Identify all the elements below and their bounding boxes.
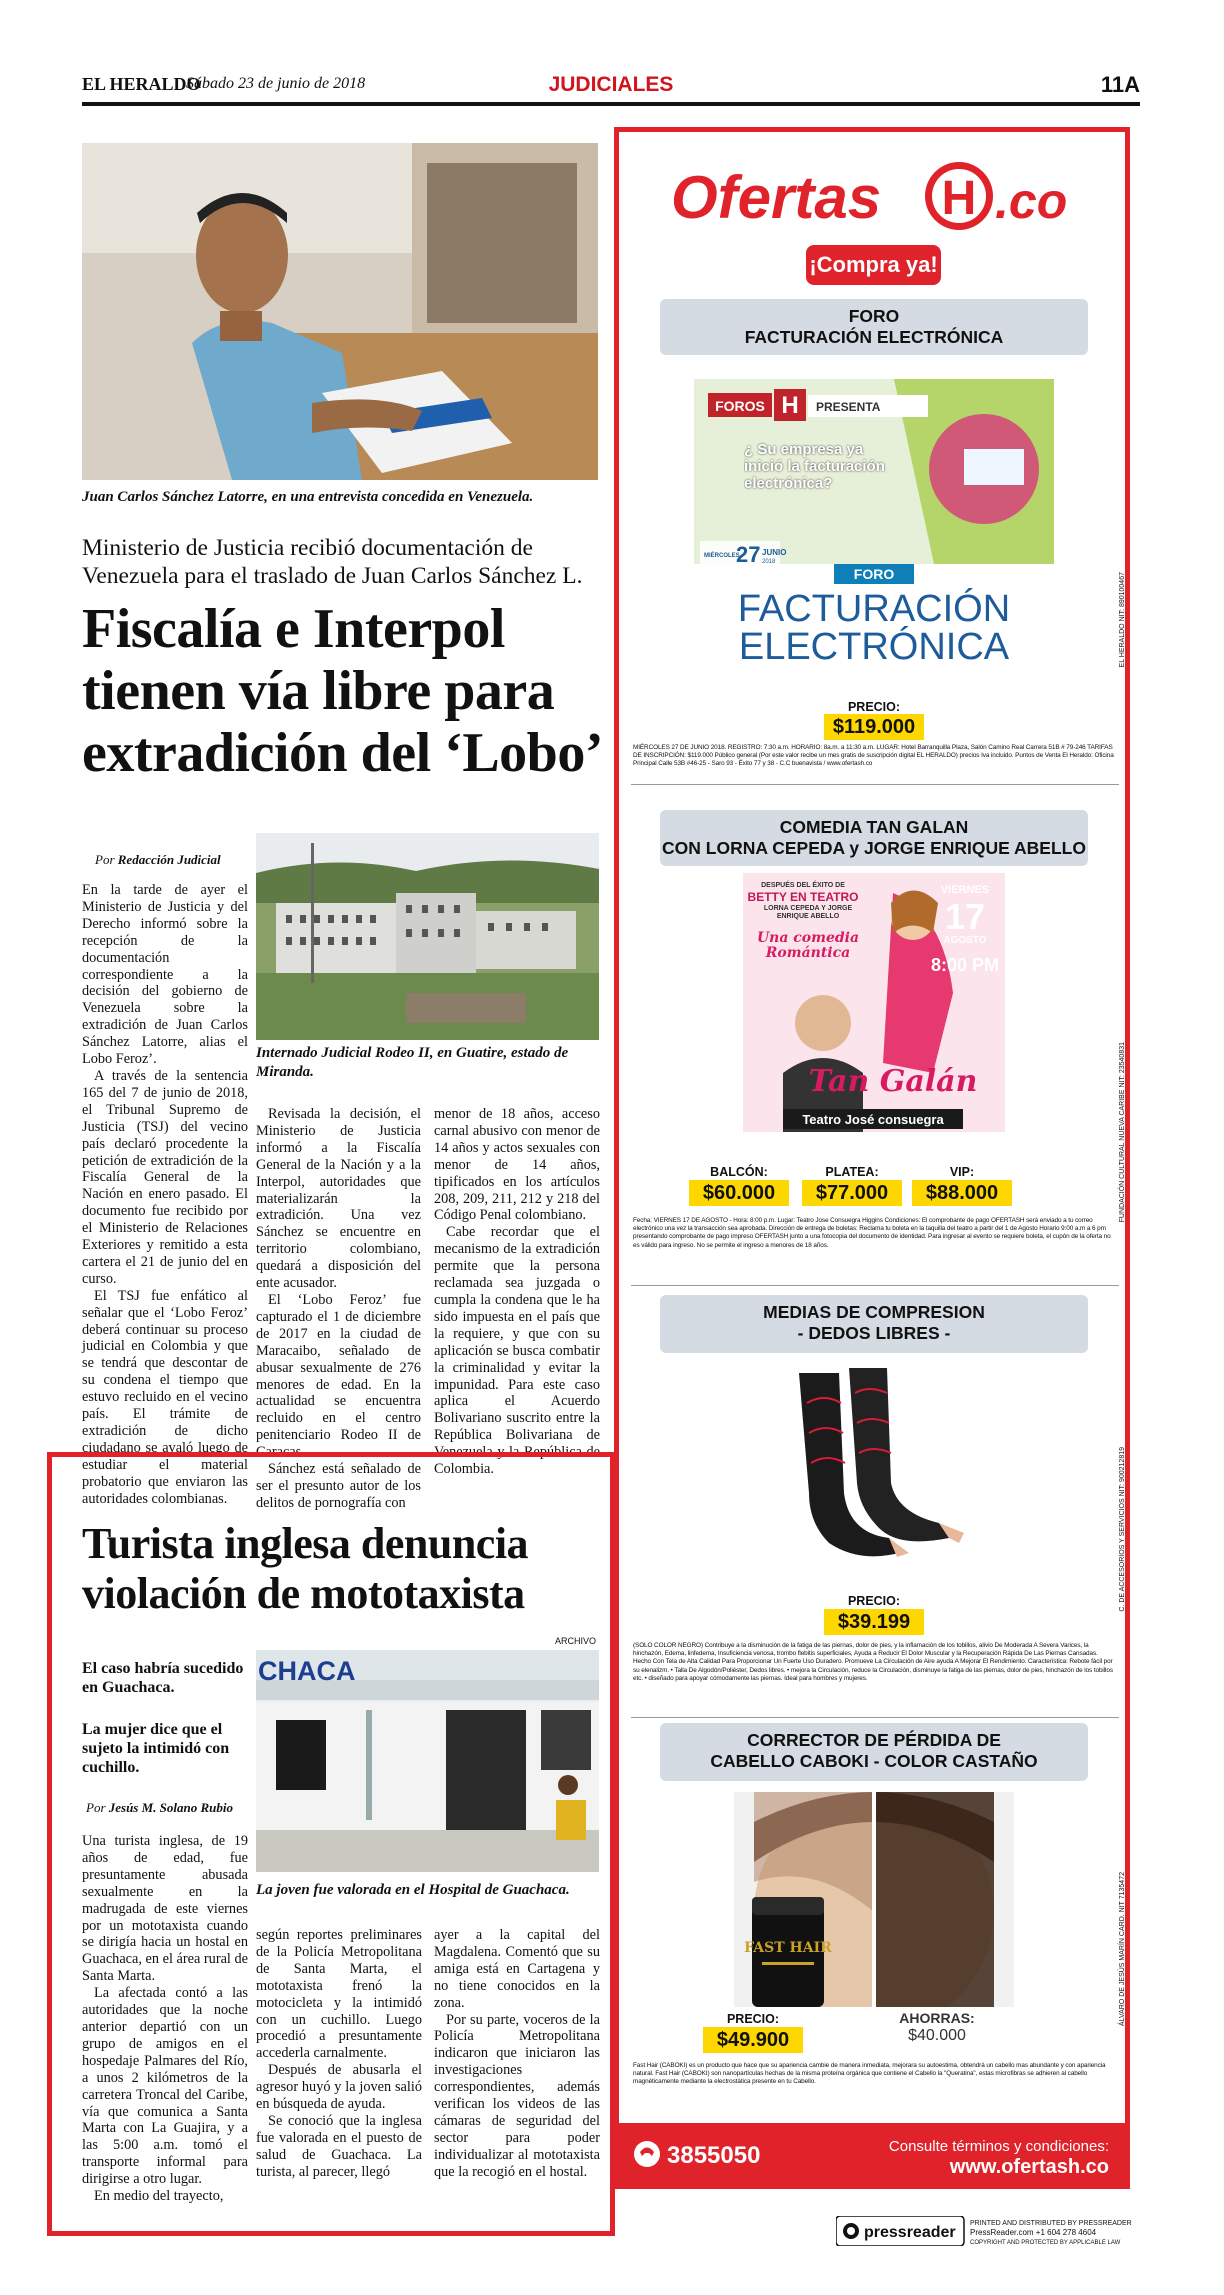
- offer-hair-title: CORRECTOR DE PÉRDIDA DE CABELLO CABOKI - COLOR CASTAÑO: [660, 1723, 1088, 1781]
- buy-now-badge: ¡Compra ya!: [806, 245, 941, 285]
- svg-text:.co: .co: [995, 173, 1068, 229]
- svg-text:pressreader: pressreader: [864, 2224, 956, 2241]
- photo-credit: ARCHIVO: [555, 1636, 597, 1646]
- svg-text:17: 17: [944, 896, 986, 937]
- socks-price-label: PRECIO:: [847, 1594, 901, 1608]
- compression-socks-photo: [769, 1363, 969, 1573]
- svg-text:FAST HAIR: FAST HAIR: [744, 1940, 832, 1956]
- hair-price: $49.900: [703, 2027, 803, 2053]
- paragraph: según reportes preliminares de la Policía Metropolitana de Santa Marta, el mototaxista frenó la motocicleta y la intimidó con un cuchillo. Luego procedió a presuntamente accederla carnalmente.: [256, 1927, 422, 2062]
- ad-footer: [619, 2123, 1125, 2184]
- story2-author: Jesús M. Solano Rubio: [108, 1800, 234, 1815]
- svg-text:DESPUÉS DEL ÉXITO DE: DESPUÉS DEL ÉXITO DE: [761, 882, 845, 889]
- offer-forum-title: FORO FACTURACIÓN ELECTRÓNICA: [660, 299, 1088, 355]
- divider: [631, 1717, 1119, 1718]
- hair-product-photo: [734, 1792, 1014, 2007]
- issue-date: Sábado 23 de junio de 2018: [186, 75, 366, 92]
- section-name: JUDICIALES: [548, 73, 674, 96]
- clinic-photo: [256, 1650, 599, 1872]
- story2-column-3: [434, 1927, 600, 2181]
- ad-terms: Consulte términos y condiciones:: [888, 2138, 1109, 2155]
- phone-icon: [634, 2141, 660, 2167]
- socks-advertiser-id: C. DE ACCESORIOS Y SERVICIOS NIT: 900212819: [1119, 1447, 1126, 1612]
- paragraph: ayer a la capital del Magdalena. Comentó que su amiga está en Cartagena y no tiene conocidos en la zona.: [434, 1927, 600, 2011]
- svg-text:Teatro José consuegra: Teatro José consuegra: [802, 1112, 944, 1127]
- svg-text:Ofertas: Ofertas: [671, 164, 882, 231]
- forum-question: ¿ Su empresa ya inició la facturación electrónica?: [744, 441, 885, 492]
- svg-text:FOROS: FOROS: [715, 398, 765, 414]
- paragraph: El ‘Lobo Feroz’ fue capturado el 1 de diciembre de 2017 en la ciudad de Maracaibo, señalado de abusar sexualmente de 276 menores de edad. En la actualidad se encuentra recluido en el centro penitenciario Rodeo II de Caracas.: [256, 1291, 421, 1461]
- story2-column-2: [256, 1927, 422, 2181]
- svg-text:VIERNES: VIERNES: [940, 884, 990, 896]
- portrait-caption: Juan Carlos Sánchez Latorre, en una entrevista concedida en Venezuela.: [82, 489, 534, 505]
- pressreader-notice: [836, 2216, 1138, 2246]
- hair-savings: $40.000: [908, 2027, 966, 2044]
- platea-price: $77.000: [802, 1180, 902, 1206]
- story1-byline: Por Redacción Judicial: [95, 852, 221, 867]
- svg-text:27: 27: [736, 542, 761, 567]
- svg-text:H: H: [781, 392, 799, 419]
- story1-column-3: [434, 1106, 600, 1478]
- paragraph: Una turista inglesa, de 19 años de edad, fue presuntamente abusada sexualmente en la madrugada de este viernes por un mototaxista cuando se dirigía hacia un hostal en Guachaca, en el área rural de Santa Marta.: [82, 1833, 248, 1985]
- paragraph: Se conoció que la inglesa fue valorada en el puesto de salud de Guachaca. La turista, al parecer, llegó: [256, 2112, 422, 2180]
- ofertas-advertisement: [614, 127, 1130, 2189]
- svg-text:8:00 PM: 8:00 PM: [930, 955, 1000, 975]
- paragraph: Revisada la decisión, el Ministerio de Justicia informó a la Fiscalía General de la Nación y a la Interpol, autoridades que materializarán la extradición. Una vez Sánchez se encuentre en territorio colombiano, quedará a disposición del ente acusador.: [256, 1106, 421, 1292]
- paragraph: A través de la sentencia 165 del 7 de junio de 2018, el Tribunal Supremo de Justicia (TSJ) del vecino país declaró procedente la petición de extradición de la Fiscalía General de la Nación en enero pasado. El documento fue recibido por el Ministerio de Relaciones Exteriores y remitido a esta cartera el 21 de junio del en curso.: [82, 1067, 248, 1287]
- svg-text:JUNIO: JUNIO: [762, 548, 787, 557]
- story2-subhead-2: La mujer dice que el sujeto la intimidó con cuchillo.: [82, 1721, 230, 1776]
- comedy-fine-print: Fecha: VIERNES 17 DE AGOSTO - Hora: 8:00 p.m. Lugar: Teatro Jose Consuegra Higgins Condiciones: El comprobante de pago OFERTASH será enviado a tu correo electrónico una vez la transacción sea aprobada. Dirección de entrega de boletas: Reclama tu boleta en la taquilla del teatro a partir del 1 de Agosto Horario 9:00 a.m a 6 pm presentando comprobante de pago impreso OFERTASH junto a una fotocopia del documento de identidad. Para ingresar al evento se requiere boleta, el cupón de la oferta no es válido para ingreso. No se permite el ingreso a menores de 18 años.: [633, 1217, 1111, 1249]
- prison-photo: [256, 833, 599, 1040]
- divider: [631, 1285, 1119, 1286]
- story2-headline: Turista inglesa denuncia violación de mototaxista: [82, 1519, 529, 1618]
- divider: [631, 784, 1119, 785]
- svg-text:ELECTRÓNICA: ELECTRÓNICA: [738, 626, 1010, 666]
- story1-kicker: Ministerio de Justicia recibió documentación de Venezuela para el traslado de Juan Carlos Sánchez L.: [82, 535, 583, 589]
- svg-text:H: H: [941, 172, 977, 225]
- paragraph: En medio del trayecto,: [94, 2188, 224, 2205]
- hair-savings-label: AHORRAS:: [899, 2010, 975, 2026]
- hair-fine-print: Fast Hair (CABOKI) es un producto que hace que su apariencia cambie de manera inmediata, mejorara su autoestima, obtendrá un cabello mas abundante y con apariencia natural. Fast Hair (CABOKI) son nanopartículas hechas de la misma proteína orgánica que contiene el Cabello la "Queratina", estas microfibras se adhieren al cabello magnéticamente mediante la electrostática presente en tu Cabello.: [633, 2062, 1106, 2086]
- prison-caption: Internado Judicial Rodeo II, en Guatire, estado de Miranda.: [256, 1045, 569, 1080]
- svg-text:PressReader.com +1 604 278 460: PressReader.com +1 604 278 4604: [970, 2228, 1097, 2237]
- offer-comedy-title: COMEDIA TAN GALAN CON LORNA CEPEDA y JORGE ENRIQUE ABELLO: [660, 810, 1088, 866]
- page-number: 11A: [1100, 72, 1140, 97]
- paragraph: En la tarde de ayer el Ministerio de Justicia y del Derecho informó sobre la recepción de la documentación correspondiente a la decisión del gobierno de Venezuela sobre la extradición de Juan Carlos Sánchez Latorre, alias el Lobo Feroz’.: [82, 882, 248, 1068]
- forum-price-label: PRECIO:: [847, 700, 901, 714]
- forum-price: $119.000: [824, 714, 924, 740]
- svg-text:BETTY EN TEATRO: BETTY EN TEATRO: [747, 890, 859, 904]
- platea-label: PLATEA:: [825, 1165, 879, 1179]
- clinic-sign: CHACA: [258, 1656, 356, 1686]
- paragraph: La afectada contó a las autoridades que la noche anterior departió con un grupo de amigos en el hospedaje Palmares del Río, a unos 2 kilómetros de la carretera Troncal del Caribe, vía que comunica a Santa Marta con La Guajira, y a las 5:00 a.m. tomó el transporte informal para dirigirse a otro lugar.: [82, 1985, 248, 2188]
- story2-subhead-1: El caso habría sucedido en Guachaca.: [82, 1660, 244, 1696]
- paragraph: Después de abusarla el agresor huyó y la joven salió en búsqueda de ayuda.: [256, 2062, 422, 2113]
- offer-socks-title: MEDIAS DE COMPRESION - DEDOS LIBRES -: [660, 1295, 1088, 1353]
- ofertas-logo: [669, 156, 1079, 234]
- paper-name: EL HERALDO: [82, 74, 201, 94]
- socks-fine-print: (SOLO COLOR NEGRO) Contribuye a la disminución de la fatiga de las piernas, dolor de pies, y la inflamación de los tobillos, alivio De Moderada A Severa Varices, la hinchazón, Edema, linfedema, Insuficiencia venosa, trombo flebitis superficiales, Ayuda a Reducir El Dolor Muscular y la Recuperación Rápida De Las Piernas Cansadas. Hecho Con Tela de Alta Calidad Para Proporcionar Un Fuerte Uso Duradero. Promueve La Circulación de Aire ayuda A Mejorar El Rendimiento. Característica: Rebote fácil por su elenalizm. • Talla De Algodón/Poliéster, Dedos libres. • mejora la Circulación, reduce la Circulación, disminuye la fatiga de las piernas, dolor de pies, hinchazón de los tobillos etc. • diseñado para apoyar cómodamente las piernas. Ideal para hombres y mujeres.: [633, 1642, 1113, 1682]
- svg-text:AGOSTO: AGOSTO: [943, 935, 987, 946]
- balcony-price: $60.000: [689, 1180, 789, 1206]
- ad-url: www.ofertash.co: [949, 2156, 1109, 2178]
- ad-phone: 3855050: [667, 2142, 761, 2169]
- svg-text:FACTURACIÓN: FACTURACIÓN: [737, 588, 1011, 630]
- comedy-poster: DESPUÉS DEL ÉXITO DE BETTY EN TEATRO LORNA CEPEDA Y JORGE ENRIQUE ABELLO Una comedia Romántica VIERNES 17 AGOSTO 8:00 PM Tan Galán Teatro José consuegra: [743, 873, 1005, 1132]
- hair-advertiser-id: ÁLVARO DE JESÚS MARÍN CARD. NIT 7135472: [1119, 1872, 1126, 2027]
- paragraph: Por su parte, voceros de la Policía Metropolitana indicaron que iniciaron las investigaciones correspondientes, además verifican los videos de las cámaras de seguridad del sector para poder individualizar al mototaxista que la recogió en el hostal.: [434, 2011, 600, 2180]
- story1-column-1: [82, 882, 248, 1508]
- svg-text:Tan Galán: Tan Galán: [808, 1064, 978, 1099]
- paragraph: menor de 18 años, acceso carnal abusivo con menor de 14 años y actos sexuales con menor de 14 años, tipificados en los artículos 208, 209, 211, 212 y 218 del Código Penal colombiano.: [434, 1106, 600, 1224]
- paragraph: Cabe recordar que el mecanismo de la extradición permite que la persona reclamada sea juzgada o cumpla la condena que le ha sido impuesta en el país que la requiere, y que con su aplicación se busca combatir la criminalidad y evitar la impunidad. Para este caso aplica el Acuerdo Bolivariano suscrito entre la República Bolivariana de Venezuela y la República de Colombia.: [434, 1224, 600, 1478]
- forum-advertiser-id: EL HERALDO NIT: 890100467: [1119, 572, 1126, 668]
- masthead: [82, 72, 1140, 106]
- story2-byline: Por Jesús M. Solano Rubio: [86, 1800, 234, 1815]
- hair-price-label: PRECIO:: [726, 2012, 780, 2026]
- forum-fine-print: MIÉRCOLES 27 DE JUNIO 2018. REGISTRO: 7:30 a.m. HORARIO: 8a.m. a 11:30 a.m. LUGAR: Hotel Barranquilla Plaza, Salón Camino Real Carrera 51B # 79-246 TARIFAS DE INSCRIPCIÓN: $119.000 Público general (Por este valor recibe un mes gratis de suscripción digital EL HERALDO) precios Iva incluido. Puntos de Venta El Heraldo: Oficina Principal Calle 53B #46-25 - Saro 93 - Éxito 77 y 38 - C.C buenavista / www.ofertash.co: [633, 744, 1114, 768]
- story1-column-2: [256, 1106, 421, 1512]
- comedy-advertiser-id: FUNDACIÓN CULTURAL NUEVA CARIBE NIT: 23540831: [1119, 1042, 1126, 1223]
- story1-author: Redacción Judicial: [117, 852, 221, 867]
- vip-label: VIP:: [949, 1165, 975, 1179]
- svg-text:COPYRIGHT AND PROTECTED BY APP: COPYRIGHT AND PROTECTED BY APPLICABLE LAW: [970, 2240, 1121, 2246]
- story2-column-1: [82, 1833, 248, 2205]
- portrait-photo: [82, 143, 598, 480]
- paragraph: Sánchez está señalado de ser el presunto autor de los delitos de pornografía con: [256, 1461, 421, 1511]
- forum-poster: [694, 379, 1054, 666]
- socks-price: $39.199: [824, 1609, 924, 1635]
- svg-text:PRINTED AND DISTRIBUTED BY PRE: PRINTED AND DISTRIBUTED BY PRESSREADER: [970, 2220, 1132, 2227]
- story1-headline: Fiscalía e Interpol tienen vía libre para extradición del ‘Lobo’: [82, 598, 603, 784]
- svg-text:MIÉRCOLES: MIÉRCOLES: [704, 553, 740, 559]
- svg-text:2018: 2018: [762, 559, 776, 565]
- paragraph: El TSJ fue enfático al señalar que el ‘Lobo Feroz’ deberá continuar su proceso judicial en Colombia y que se tendrá que descontar de su condena el tiempo que estuvo recluido en el vecino país. El trámite de extradición de dicho ciudadano se avaló luego de estudiar el material probatorio que enviaron las autoridades colombianas.: [82, 1287, 248, 1507]
- svg-text:FORO: FORO: [853, 566, 895, 582]
- balcony-label: BALCÓN:: [710, 1165, 768, 1179]
- svg-text:PRESENTA: PRESENTA: [816, 400, 881, 414]
- vip-price: $88.000: [912, 1180, 1012, 1206]
- clinic-caption: La joven fue valorada en el Hospital de Guachaca.: [256, 1882, 570, 1898]
